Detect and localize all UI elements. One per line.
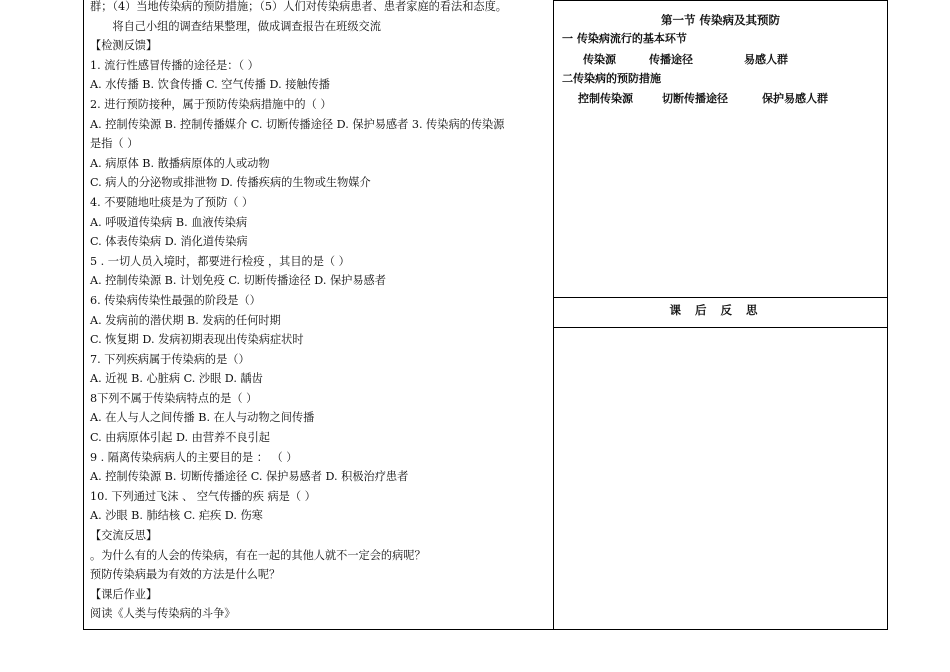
text-line: 【检测反馈】 xyxy=(90,39,158,53)
text-line: 2. 进行预防接种，属于预防传染病措施中的（ ） xyxy=(90,97,332,111)
measure-protect: 保护易感人群 xyxy=(762,92,828,105)
left-column-content xyxy=(90,0,550,624)
heading-prevention: 二传染病的预防措施 xyxy=(562,72,661,85)
text-line: 【交流反思】 xyxy=(90,529,158,543)
text-line: 。为什么有的人会的传染病，有在一起的其他人就不一定会的病呢？ xyxy=(90,548,426,562)
text-line: 阅读《人类与传染病的斗争》 xyxy=(90,607,236,621)
heading-basic-links: 一 传染病流行的基本环节 xyxy=(562,32,687,45)
text-line: 预防传染病最为有效的方法是什么呢？ xyxy=(90,568,281,582)
reflect-top-border xyxy=(554,297,887,298)
link-susceptible: 易感人群 xyxy=(744,53,788,66)
text-line: 8下列不属于传染病特点的是（ ） xyxy=(90,391,258,405)
reflect-title: 课后反思 xyxy=(669,303,772,317)
text-line: 是指（ ） xyxy=(90,137,139,151)
text-line: A. 水传播 B. 饮食传播 C. 空气传播 D. 接触传播 xyxy=(90,78,330,92)
text-line: C. 恢复期 D. 发病初期表现出传染病症状时 xyxy=(90,333,304,347)
measure-control-source: 控制传染源 xyxy=(578,92,633,105)
text-line: 10. 下列通过飞沫 、 空气传播的疾 病是（ ） xyxy=(90,489,316,503)
text-line: 1. 流行性感冒传播的途径是：（ ） xyxy=(90,58,259,72)
text-line: A. 控制传染源 B. 计划免疫 C. 切断传播途径 D. 保护易感者 xyxy=(90,274,386,288)
text-line: 将自己小组的调查结果整理，做成调查报告在班级交流 xyxy=(90,19,381,33)
text-line: 6. 传染病传染性最强的阶段是（） xyxy=(90,293,261,307)
text-line: A. 控制传染源 B. 切断传播途径 C. 保护易感者 D. 积极治疗患者 xyxy=(90,470,409,484)
text-line: 群；（4）当地传染病的预防措施；（5）人们对传染病患者、患者家庭的看法和态度。 xyxy=(90,0,507,13)
text-line: A. 病原体 B. 散播病原体的人或动物 xyxy=(90,156,270,170)
text-line: 4. 不要随地吐痰是为了预防（ ） xyxy=(90,195,254,209)
text-line: A. 呼吸道传染病 B. 血液传染病 xyxy=(90,215,248,229)
text-line: A. 控制传染源 B. 控制传播媒介 C. 切断传播途径 D. 保护易感者 3. 传染病的传染源 xyxy=(90,117,505,131)
text-line: 5 . 一切人员入境时，都要进行检疫 ，其目的是（ ） xyxy=(90,254,350,268)
text-line: C. 体表传染病 D. 消化道传染病 xyxy=(90,235,248,249)
text-line: A. 发病前的潜伏期 B. 发病的任何时期 xyxy=(90,313,281,327)
text-line: A. 沙眼 B. 肺结核 C. 疟疾 D. 伤寒 xyxy=(90,509,263,523)
right-top-border xyxy=(554,0,887,1)
section-title: 第一节 传染病及其预防 xyxy=(660,13,780,27)
measure-cut-route: 切断传播途径 xyxy=(662,92,728,105)
text-line: 7. 下列疾病属于传染病的是（） xyxy=(90,352,250,366)
link-source: 传染源 xyxy=(583,53,616,66)
text-line: 9 . 隔离传染病病人的主要目的是 ： （ ） xyxy=(90,450,298,464)
text-line: A. 近视 B. 心脏病 C. 沙眼 D. 龋齿 xyxy=(90,372,263,386)
text-line: C. 由病原体引起 D. 由营养不良引起 xyxy=(90,431,270,445)
text-line: 【课后作业】 xyxy=(90,587,158,601)
text-line: A. 在人与人之间传播 B. 在人与动物之间传播 xyxy=(90,411,315,425)
link-route: 传播途径 xyxy=(649,53,693,66)
text-line: C. 病人的分泌物或排泄物 D. 传播疾病的生物或生物媒介 xyxy=(90,176,371,190)
reflect-bottom-border xyxy=(554,327,887,328)
